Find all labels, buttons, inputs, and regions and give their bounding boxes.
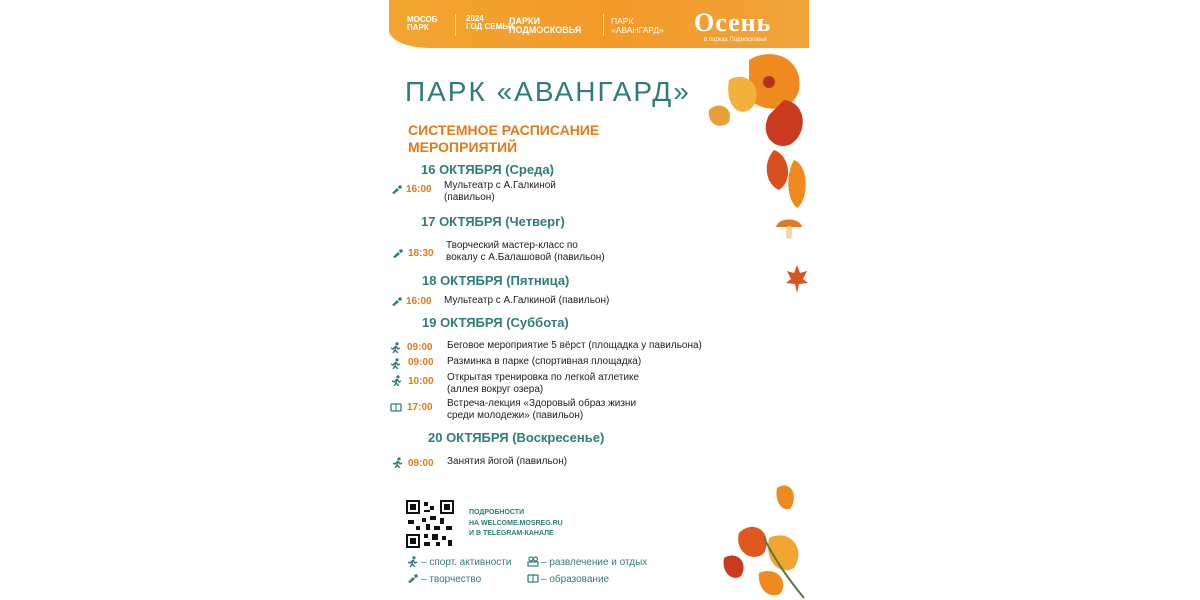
legend-sport: [407, 556, 511, 568]
creativity-icon: [392, 248, 404, 259]
year-of-family-logo: 2024 ГОД СЕМЬИ: [466, 14, 514, 32]
sport-icon: [407, 556, 419, 567]
event-time: 18:30: [408, 248, 434, 259]
sport-icon: [390, 358, 402, 369]
event-title: Творческий мастер-класс по вокалу с А.Балашовой (павильон): [446, 240, 605, 263]
day-heading: 19 ОКТЯБРЯ (Суббота): [422, 315, 569, 330]
legend-label: – спорт. активности: [421, 557, 512, 568]
event-title: Занятия йогой (павильон): [447, 456, 568, 467]
education-icon: [390, 402, 402, 413]
mushroom-icon: [774, 215, 804, 241]
osen-logo: Осень: [694, 8, 772, 37]
event-title: Мультеатр с А.Галкиной (павильон): [444, 295, 610, 306]
creativity-icon: [407, 573, 419, 584]
sport-icon: [390, 342, 402, 353]
event-time: 17:00: [407, 402, 433, 413]
event-title: Встреча-лекция «Здоровый образ жизни среди молодежи» (павильон): [447, 398, 637, 421]
creativity-icon: [391, 296, 403, 307]
sport-icon: [392, 457, 404, 468]
event-time: 10:00: [408, 376, 434, 387]
park-avangard-logo: ПАРК «АВАНГАРД»: [611, 16, 664, 35]
autumn-leaves-bottom-right: [719, 478, 809, 600]
osen-subtitle: в парках Подмосковья: [704, 37, 767, 43]
day-heading: 16 ОКТЯБРЯ (Среда): [421, 162, 554, 177]
event-title: Открытая тренировка по легкой атлетике (аллея вокруг озера): [447, 372, 640, 395]
event-time: 09:00: [408, 357, 434, 368]
day-heading: 20 ОКТЯБРЯ (Воскресенье): [428, 430, 605, 445]
legend-entertainment: [527, 556, 647, 568]
creativity-icon: [391, 184, 403, 195]
sport-icon: [391, 375, 403, 386]
mosobpark-logo: МОСОБ ПАРК: [407, 15, 438, 33]
parki-podmoskovya-logo: ПАРКИ ПОДМОСКОВЬЯ: [509, 16, 582, 36]
qr-code[interactable]: [406, 500, 454, 548]
legend-label: – творчество: [421, 574, 482, 585]
event-time: 16:00: [406, 184, 432, 195]
day-heading: 18 ОКТЯБРЯ (Пятница): [422, 273, 570, 288]
event-title: Разминка в парке (спортивная площадка): [447, 356, 642, 367]
education-icon: [527, 573, 539, 584]
legend-label: – развлечение и отдых: [541, 557, 648, 568]
event-title: Мультеатр с А.Галкиной (павильон): [444, 180, 556, 203]
schedule-title: СИСТЕМНОЕ РАСПИСАНИЕ МЕРОПРИЯТИЙ: [408, 122, 600, 155]
legend-label: – образование: [541, 574, 610, 585]
event-title: Беговое мероприятие 5 вёрст (площадка у павильона): [447, 340, 702, 351]
event-poster: [389, 0, 809, 600]
event-time: 09:00: [407, 342, 433, 353]
autumn-leaves-top-right: [689, 40, 809, 210]
more-info-text: ПОДРОБНОСТИ НА WELCOME.MOSREG.RU И В TELEGRAM-КАНАЛЕ: [469, 509, 563, 537]
legend-education: [527, 573, 609, 585]
event-time: 09:00: [408, 458, 434, 469]
maple-leaf-icon: [785, 263, 809, 297]
entertainment-icon: [527, 556, 539, 567]
day-heading: 17 ОКТЯБРЯ (Четверг): [421, 214, 565, 229]
page-title: ПАРК «АВАНГАРД»: [405, 76, 691, 107]
event-time: 16:00: [406, 296, 432, 307]
legend-creativity: [407, 573, 481, 585]
